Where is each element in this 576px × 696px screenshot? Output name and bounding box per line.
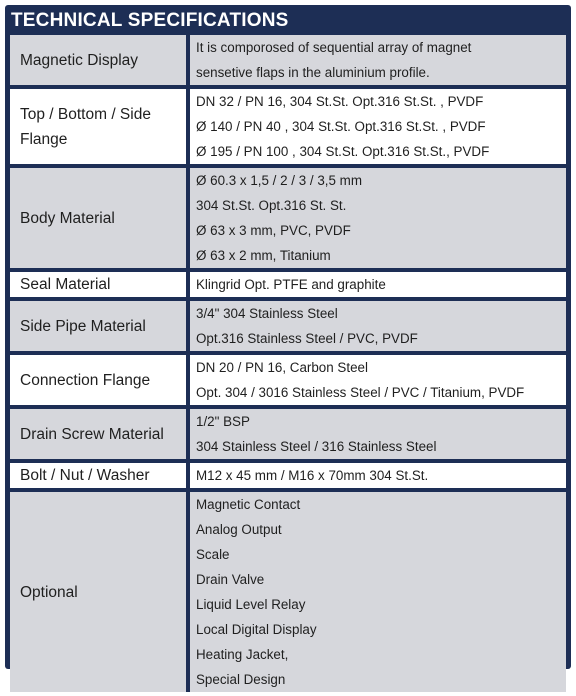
spec-row [10, 409, 566, 459]
spec-value [190, 168, 566, 268]
spec-label-line: Side Pipe Material [20, 317, 146, 335]
spec-value-line: 3/4" 304 Stainless Steel [196, 306, 338, 321]
spec-value-line: DN 32 / PN 16, 304 St.St. Opt.316 St.St. , PVDF [196, 94, 484, 109]
spec-label-line: Body Material [20, 209, 115, 227]
spec-panel [5, 5, 571, 687]
spec-label [10, 301, 186, 351]
spec-label-line: Seal Material [20, 276, 111, 293]
spec-label-line: Drain Screw Material [20, 425, 164, 443]
spec-value-line: Klingrid Opt. PTFE and graphite [196, 277, 386, 292]
spec-label [10, 463, 186, 488]
spec-label [10, 409, 186, 459]
spec-value-line: M12 x 45 mm / M16 x 70mm 304 St.St. [196, 468, 429, 483]
spec-value-line: 304 St.St. Opt.316 St. St. [196, 198, 347, 213]
spec-row [10, 355, 566, 405]
spec-row [10, 35, 566, 85]
spec-value-line: sensetive flaps in the aluminium profile. [196, 65, 430, 80]
spec-label [10, 35, 186, 85]
spec-value-line: It is comporosed of sequential array of magnet [196, 40, 472, 55]
spec-label [10, 272, 186, 297]
spec-label-line: Connection Flange [20, 371, 151, 389]
spec-value-line: Liquid Level Relay [196, 597, 306, 612]
spec-value-line: Scale [196, 547, 230, 562]
spec-table [10, 35, 566, 696]
spec-label-line: Optional [20, 583, 78, 601]
spec-value-line: Opt. 304 / 3016 Stainless Steel / PVC / Titanium, PVDF [196, 385, 525, 400]
spec-label [10, 89, 186, 164]
spec-value [190, 355, 566, 405]
spec-value-line: Opt.316 Stainless Steel / PVC, PVDF [196, 331, 418, 346]
spec-label-line: Flange [20, 130, 68, 148]
spec-value-line: Local Digital Display [196, 622, 317, 637]
panel-title: TECHNICAL SPECIFICATIONS [11, 10, 289, 31]
spec-row [10, 463, 566, 488]
spec-value-line: Ø 63 x 2 mm, Titanium [196, 248, 331, 263]
spec-value-line: Ø 195 / PN 100 , 304 St.St. Opt.316 St.St., PVDF [196, 144, 490, 159]
spec-row [10, 89, 566, 164]
spec-value [190, 463, 566, 488]
spec-label [10, 355, 186, 405]
spec-value-line: Heating Jacket, [196, 647, 289, 662]
spec-label [10, 492, 186, 692]
spec-label-line: Top / Bottom / Side [20, 105, 151, 123]
spec-row [10, 301, 566, 351]
spec-value-line: 1/2" BSP [196, 414, 250, 429]
spec-value [190, 35, 566, 85]
spec-value [190, 301, 566, 351]
spec-value [190, 492, 566, 692]
spec-label [10, 168, 186, 268]
spec-row [10, 272, 566, 297]
spec-value [190, 89, 566, 164]
spec-value-line: 304 Stainless Steel / 316 Stainless Steel [196, 439, 437, 454]
spec-value-line: Ø 140 / PN 40 , 304 St.St. Opt.316 St.St. , PVDF [196, 119, 486, 134]
spec-value-line: Ø 60.3 x 1,5 / 2 / 3 / 3,5 mm [196, 173, 362, 188]
spec-value-line: Special Design [196, 672, 286, 687]
spec-value [190, 272, 566, 297]
spec-value-line: Magnetic Contact [196, 497, 301, 512]
spec-value-line: Ø 63 x 3 mm, PVC, PVDF [196, 223, 351, 238]
spec-row [10, 168, 566, 268]
spec-value [190, 409, 566, 459]
spec-row [10, 492, 566, 692]
spec-value-line: DN 20 / PN 16, Carbon Steel [196, 360, 368, 375]
spec-value-line: Drain Valve [196, 572, 265, 587]
spec-label-line: Bolt / Nut / Washer [20, 467, 150, 484]
spec-value-line: Analog Output [196, 522, 282, 537]
spec-label-line: Magnetic Display [20, 51, 139, 69]
